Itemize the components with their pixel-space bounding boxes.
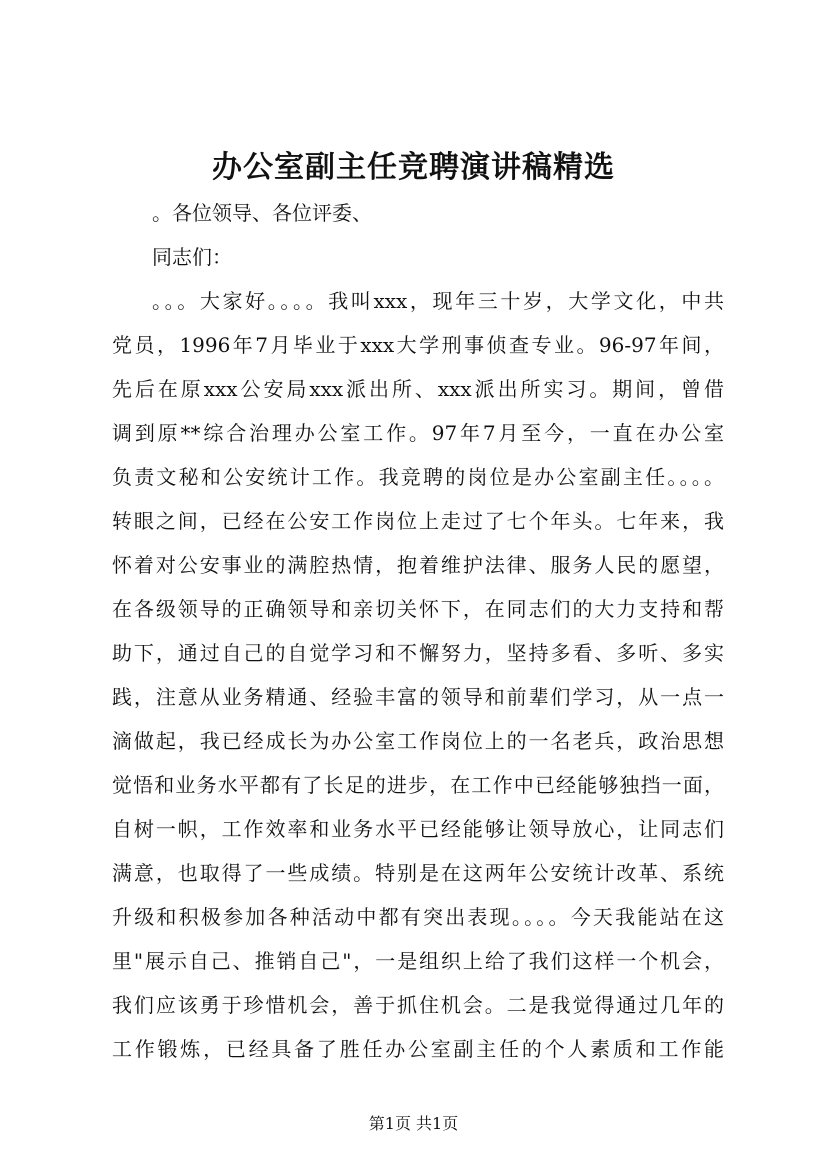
body-line: 滴做起，我已经成长为办公室工作岗位上的一名老兵，政治思想 [112,729,724,753]
salutation-line-1: 。各位领导、各位评委、 [152,201,372,225]
body-line: 。。。大家好。。。。我叫xxx，现年三十岁，大学文化，中共 [152,289,724,313]
page-footer: 第1页 共1页 [368,1114,459,1133]
body-line: 工作锻炼，已经具备了胜任办公室副主任的个人素质和工作能 [112,1037,724,1061]
body-line: 助下，通过自己的自觉学习和不懈努力，坚持多看、多听、多实 [112,641,724,665]
body-line: 先后在原xxx公安局xxx派出所、xxx派出所实习。期间，曾借 [112,377,724,401]
body-line: 觉悟和业务水平都有了长足的进步，在工作中已经能够独挡一面， [112,773,724,797]
body-line: 在各级领导的正确领导和亲切关怀下，在同志们的大力支持和帮 [112,597,724,621]
document-title: 办公室副主任竞聘演讲稿精选 [212,150,615,185]
body-line: 转眼之间，已经在公安工作岗位上走过了七个年头。七年来，我 [112,509,724,533]
salutation-line-2: 同志们： [152,245,232,269]
body-line: 自树一帜，工作效率和业务水平已经能够让领导放心，让同志们 [112,817,724,841]
body-line: 升级和积极参加各种活动中都有突出表现。。。。今天我能站在这 [112,905,724,929]
body-line: 里"展示自己、推销自己"，一是组织上给了我们这样一个机会， [112,949,724,973]
body-line: 负责文秘和公安统计工作。我竞聘的岗位是办公室副主任。。。。 [112,465,724,489]
body-line: 我们应该勇于珍惜机会，善于抓住机会。二是我觉得通过几年的 [112,993,724,1017]
body-line: 满意，也取得了一些成绩。特别是在这两年公安统计改革、系统 [112,861,724,885]
body-line: 怀着对公安事业的满腔热情，抱着维护法律、服务人民的愿望， [112,553,724,577]
body-line: 调到原**综合治理办公室工作。97年7月至今，一直在办公室 [112,421,724,445]
body-line: 践，注意从业务精通、经验丰富的领导和前辈们学习，从一点一 [112,685,724,709]
body-line: 党员，1996年7月毕业于xxx大学刑事侦查专业。96-97年间， [112,333,724,357]
